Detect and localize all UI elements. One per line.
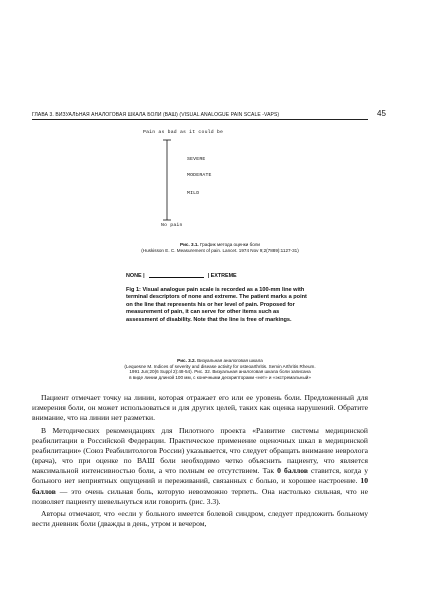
descriptor-moderate: MODERATE	[187, 173, 212, 178]
figure-visual-analogue-scale	[126, 273, 326, 324]
figure1-caption-source: (Huskisson E. C. Measurement of pain. Lancet. 1974 Nov 9;2(7889):1127-31)	[141, 247, 299, 253]
top-label: Pain as bad as it could be	[143, 130, 224, 135]
paragraph-3: Авторы отмечают, что «если у больного имеется болевой синдром, следует предложить больному вести дневник боли (дважды в день, утром и вечером,	[32, 508, 368, 529]
page-number: 45	[377, 109, 386, 118]
figure2-caption-source-2: 1991 Jun;20(6 Suppl 2):48-54). Рис. 32. Визуальная аналоговая шкала боли записана	[129, 369, 311, 375]
extreme-label: | EXTREME	[207, 273, 237, 279]
running-header: ГЛАВА 3. ВИЗУАЛЬНАЯ АНАЛОГОВАЯ ШКАЛА БОЛИ (ВАШ) (VISUAL ANALOGUE PAIN SCALE -VAPS)	[32, 112, 368, 120]
figure2-description: Fig 1: Visual analogue pain scale is recorded as a 100-mm line with terminal descriptors of none and extreme. The patient marks a point on the line that represents his or her level of pain. Proposed for measurement of pain, it can serve for other items such as assessment of disability. Note that the line is free of markings.	[126, 287, 307, 323]
figure1-caption-number: Рис. 3.1.	[180, 242, 199, 247]
figure1-caption-text: График метода оценки боли	[199, 242, 260, 247]
analogue-scale-row	[126, 273, 326, 279]
paragraph-2-a: В Методических рекомендациях для Пилотного проекта «Развитие системы медицинской реабилитации в Российской Федерации. Практическое применение оценочных шкал в медицинской реабилитации» (Союз Реабилитологов России) указывается, что следует обращать внимание невролога (врача), что при оценке по ВАШ боли необходимо четко объяснить пациенту, что является максимальной интенсивностью боли, а что полным ее отсутствием. Так	[32, 425, 368, 476]
figure2-caption-source-3: в виде линии длиной 100 мм, с конечными дескрипторами «нет» и «экстремальный»	[129, 375, 311, 381]
descriptor-mild: MILD	[187, 191, 200, 196]
descriptor-severe: SEVERE	[187, 157, 206, 162]
figure2-caption-source-1: (Lequesne M. Indices of severity and disease activity for osteoarthritis. Semin Arthritis Rheum.	[124, 363, 316, 369]
none-label: NONE |	[126, 273, 145, 279]
figure2-caption-text: Визуальная аналоговая шкала	[197, 358, 263, 363]
figure2-caption-number: Рис. 3.2.	[177, 358, 196, 363]
bottom-label: No pain	[161, 223, 183, 228]
figure1-caption	[80, 242, 360, 253]
body-text	[32, 393, 368, 529]
analogue-scale-line	[149, 277, 204, 278]
paragraph-2-c: ставится, когда у больного нет неприятных ощущений и переживаний, связанных с болью, и хорошее настроение.	[32, 466, 368, 486]
paragraph-1: Пациент отмечает точку на линии, которая отражает его или ее уровень боли. Предложенный для измерения боли, он может использоваться и для других целей, таких как оценка нарушений. Обратите внимание, что на линии нет разметки.	[32, 393, 368, 423]
vertical-scale-line	[110, 128, 330, 236]
paragraph-2-d: — это очень сильная боль, которую невозможно терпеть. Она настолько сильная, что не позволяет пациенту шевельнуться или говорить (рис. 3.3).	[32, 486, 368, 506]
figure-pain-scale-graphic	[110, 128, 330, 236]
figure2-caption	[70, 358, 370, 381]
ten-points: 10 баллов	[32, 476, 368, 496]
zero-points: 0 баллов	[277, 466, 308, 476]
paragraph-2	[32, 426, 368, 507]
